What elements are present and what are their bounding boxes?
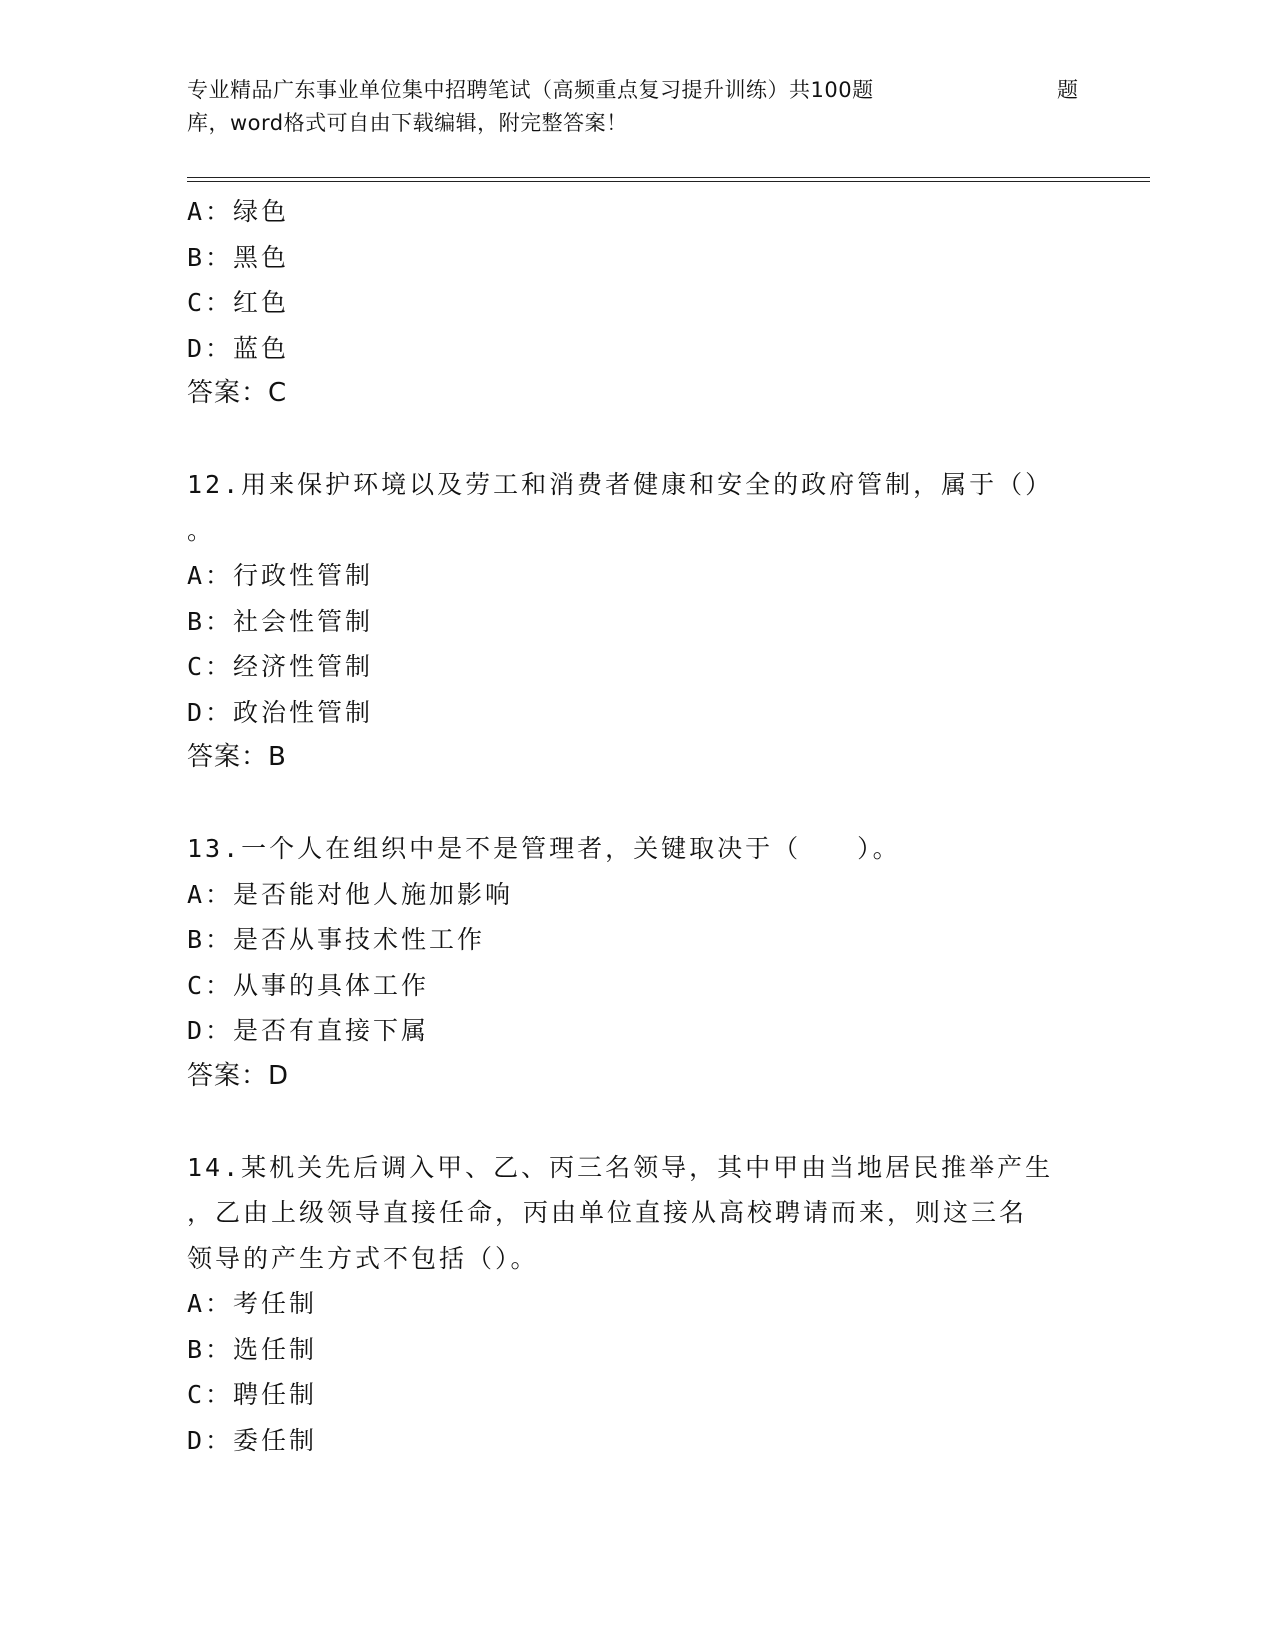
question-text-line-1: 14.某机关先后调入甲、乙、丙三名领导，其中甲由当地居民推举产生	[187, 1152, 1054, 1182]
option-a: A：行政性管制	[187, 561, 374, 590]
question-spacer	[187, 417, 1087, 463]
option-a: A：是否能对他人施加影响	[187, 879, 514, 909]
option-a: A：考任制	[187, 1289, 318, 1318]
answer-line: 答案：C	[187, 378, 288, 408]
question-text-line-3: 领导的产生方式不包括（）。	[187, 1243, 539, 1273]
question-spacer	[187, 1099, 1087, 1145]
answer-line: 答案：D	[187, 1060, 290, 1091]
header-title-line-1: 专业精品广东事业单位集中招聘笔试（高频重点复习提升训练）共100题	[187, 78, 874, 102]
header-title-line-1-tail: 题	[1057, 78, 1079, 102]
option-c: C：红色	[187, 288, 290, 317]
question-spacer	[187, 781, 1087, 827]
header-divider-bottom	[187, 181, 1150, 182]
question-text-line-2: 。	[187, 515, 216, 545]
option-b: B：黑色	[187, 242, 290, 272]
question-13	[187, 826, 1087, 1099]
option-a: A：绿色	[187, 197, 290, 226]
option-c: C：从事的具体工作	[187, 970, 430, 1000]
option-d: D：蓝色	[187, 333, 290, 363]
option-d: D：委任制	[187, 1425, 318, 1455]
option-c: C：聘任制	[187, 1380, 318, 1409]
option-d: D：政治性管制	[187, 697, 374, 727]
question-text-line-1: 12.用来保护环境以及劳工和消费者健康和安全的政府管制，属于（）	[187, 470, 1054, 499]
document-body	[187, 189, 1087, 1463]
answer-line: 答案：B	[187, 742, 287, 772]
question-text-line-1: 13.一个人在组织中是不是管理者，关键取决于（ ）。	[187, 834, 901, 863]
question-12	[187, 462, 1087, 781]
option-c: C：经济性管制	[187, 652, 374, 681]
question-14	[187, 1145, 1087, 1464]
option-b: B：社会性管制	[187, 606, 374, 636]
option-b: B：选任制	[187, 1334, 318, 1364]
question-11	[187, 189, 1087, 417]
document-header	[187, 74, 1087, 140]
header-divider-top	[187, 177, 1150, 178]
header-title-line-2: 库，word格式可自由下载编辑，附完整答案！	[187, 111, 628, 135]
option-d: D：是否有直接下属	[187, 1016, 430, 1045]
question-text-line-2: ，乙由上级领导直接任命，丙由单位直接从高校聘请而来，则这三名	[187, 1198, 1028, 1227]
option-b: B：是否从事技术性工作	[187, 925, 486, 954]
